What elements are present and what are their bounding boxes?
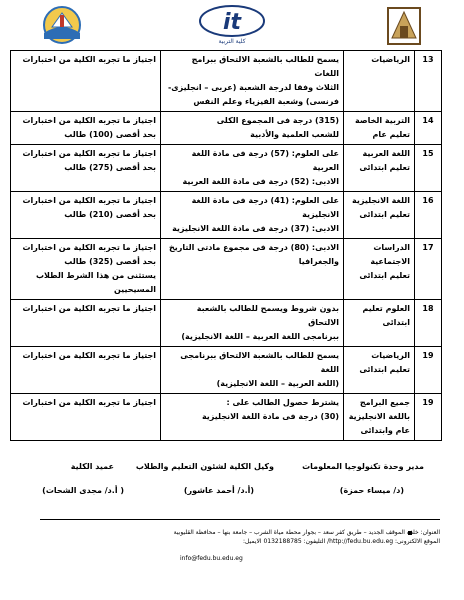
program-name-line: تعليم ابتدائى: [359, 365, 410, 374]
program-name-line: التربية الخاصة: [355, 116, 410, 125]
admission-condition-line: يشترط حصول الطالب على :: [226, 398, 339, 407]
admission-note-line: اجتياز ما تجربه الكلية من اختبارات: [22, 304, 156, 313]
admission-condition-line: على العلوم: (41) درجة فى مادة اللغة الانجليزية: [191, 196, 339, 219]
admission-note: [11, 300, 161, 347]
signature-name-it-director: (د/ ميساء حمزة): [339, 486, 404, 495]
admission-condition-line: الثلاث وفقا لدرجة الشعبة (عربى – انجليزى-: [167, 83, 339, 92]
program-name-line: جميع البرامج: [359, 398, 410, 407]
program-name-line: الاجتماعية: [370, 257, 410, 266]
signature-title-vice-dean: وكيل الكلية لشئون التعليم والطلاب: [135, 462, 274, 471]
program-name: [344, 300, 415, 347]
admission-note: [11, 394, 161, 441]
program-name-line: باللغة الانجليزية: [348, 412, 410, 421]
table-row: [11, 300, 442, 347]
table-row: [11, 239, 442, 300]
admission-note-line: اجتياز ما تجربه الكلية من اختبارات: [22, 55, 156, 64]
admission-condition-line: والجغرافيا: [298, 257, 339, 266]
admission-note-line: اجتياز ما تجربه الكلية من اختبارات: [22, 243, 156, 252]
education-directorate-logo: [34, 3, 90, 45]
program-name-line: الدراسات: [373, 243, 410, 252]
row-number: 17: [415, 239, 442, 300]
admission-condition-line: يسمح للطالب بالشعبة الالتحاق ببرنامجى اللغة: [180, 351, 339, 374]
admission-condition-line: ببرنامجى اللغة العربية – اللغة الانجليزية): [181, 332, 339, 341]
admission-condition: [161, 145, 344, 192]
program-name-line: ابتدائى: [382, 318, 410, 327]
program-name: [344, 51, 415, 112]
row-number: 18: [415, 300, 442, 347]
table-row: [11, 347, 442, 394]
program-name-line: عام وابتدائى: [360, 426, 410, 435]
signature-name-vice-dean: (أ.د/ أحمد عاشور): [183, 486, 254, 495]
admission-note-line: اجتياز ما تجربه الكلية من اختبارات: [22, 196, 156, 205]
footer-divider: [40, 519, 440, 520]
admission-note-line: بحد أقصى (325) طالب: [64, 257, 156, 266]
row-number: 13: [415, 51, 442, 112]
admission-condition: [161, 192, 344, 239]
admission-condition: [161, 239, 344, 300]
admission-condition-line: الادبى: (80) درجة فى مجموع مادتى التاريخ: [168, 243, 339, 252]
it-logo-letters: it: [222, 10, 242, 35]
program-name-line: العلوم تعليم: [362, 304, 410, 313]
admission-condition-line: الادبى: (37) درجة فى مادة اللغة الانجليزية: [172, 224, 339, 233]
program-name-line: اللغة العربية: [362, 149, 410, 158]
footer-address: العنوان: خلف الموقف الجديد – طريق كفر سعد – بجوار محطة مياة الشرب – جامعة بنها – محافظة القليوبية: [173, 529, 440, 536]
admission-note: [11, 239, 161, 300]
admission-note: [11, 112, 161, 145]
signature-title-dean: عميد الكلية: [70, 462, 114, 471]
admission-condition: [161, 112, 344, 145]
admission-note-line: المسيحيين: [113, 285, 156, 294]
program-name-line: اللغة الانجليزية: [352, 196, 410, 205]
admission-condition-line: (30) درجة فى مادة اللغة الانجليزية: [201, 412, 339, 421]
footer-contact: [80, 528, 440, 546]
table-row: [11, 394, 442, 441]
footer-website-phone: الموقع الالكترونى: http://fedu.bu.edu.eg/ التليفون: 0132188785 الايميل:: [242, 538, 440, 545]
signature-title-it-director: مدير وحدة تكنولوجيا المعلومات: [302, 462, 424, 471]
row-number: 14: [415, 112, 442, 145]
admission-condition-line: الادبى: (52) درجة فى مادة اللغة العربية: [182, 177, 339, 186]
admission-note-line: اجتياز ما تجربه الكلية من اختبارات: [22, 116, 156, 125]
admission-condition-line: للشعب العلمية والأدبية: [250, 130, 339, 139]
table-row: [11, 145, 442, 192]
admission-condition: [161, 394, 344, 441]
program-name-line: الرياضيات: [371, 55, 410, 64]
admission-condition: [161, 300, 344, 347]
admission-note-line: بحد أقصى (100) طالب: [64, 130, 156, 139]
program-name-line: الرياضيات: [371, 351, 410, 360]
benha-university-logo: [380, 4, 428, 48]
row-number: 15: [415, 145, 442, 192]
admission-note: [11, 347, 161, 394]
admission-condition: [161, 347, 344, 394]
admission-note-line: اجتياز ما تجربه الكلية من اختبارات: [22, 149, 156, 158]
row-number: 19: [415, 347, 442, 394]
signature-name-dean: ( أ.د/ مجدى الشحات): [42, 486, 124, 495]
admission-note: [11, 51, 161, 112]
admission-note: [11, 192, 161, 239]
admission-condition-line: على العلوم: (57) درجة فى مادة اللغة العربية: [191, 149, 339, 172]
admission-note: [11, 145, 161, 192]
row-number: 16: [415, 192, 442, 239]
program-name-line: تعليم عام: [372, 130, 410, 139]
admission-note-line: اجتياز ما تجربه الكلية من اختبارات: [22, 398, 156, 407]
program-name: [344, 192, 415, 239]
table-row: [11, 192, 442, 239]
program-name: [344, 112, 415, 145]
table-row: [11, 51, 442, 112]
program-name: [344, 394, 415, 441]
it-unit-logo: [196, 3, 268, 43]
program-name-line: تعليم ابتدائى: [359, 210, 410, 219]
row-number: 19: [415, 394, 442, 441]
admission-condition: [161, 51, 344, 112]
admission-condition-line: بدون شروط ويسمح للطالب بالشعبة الالتحاق: [196, 304, 339, 327]
footer-email: info@fedu.bu.edu.eg: [180, 555, 243, 562]
program-name-line: تعليم ابتدائى: [359, 163, 410, 172]
admission-condition-line: يسمح للطالب بالشعبة الالتحاق ببرامج اللغات: [191, 55, 339, 78]
program-name: [344, 145, 415, 192]
program-name-line: تعليم ابتدائى: [359, 271, 410, 280]
admission-note-line: بحد أقصى (275) طالب: [64, 163, 156, 172]
admission-condition-line: (315) درجة فى المجموع الكلى: [216, 116, 339, 125]
faculty-name-caption: كلية التربية: [218, 38, 246, 45]
program-name: [344, 239, 415, 300]
admission-condition-line: فرنسى) وشعبة الفيزياء وعلم النفس: [193, 97, 339, 106]
admission-note-line: بحد أقصى (210) طالب: [64, 210, 156, 219]
admission-note-line: يستثنى من هذا الشرط الطلاب: [35, 271, 156, 280]
table-row: [11, 112, 442, 145]
program-name: [344, 347, 415, 394]
admission-requirements-table: [10, 50, 442, 441]
admission-note-line: اجتياز ما تجربه الكلية من اختبارات: [22, 351, 156, 360]
admission-condition-line: (اللغة العربية – اللغة الانجليزية): [216, 379, 339, 388]
